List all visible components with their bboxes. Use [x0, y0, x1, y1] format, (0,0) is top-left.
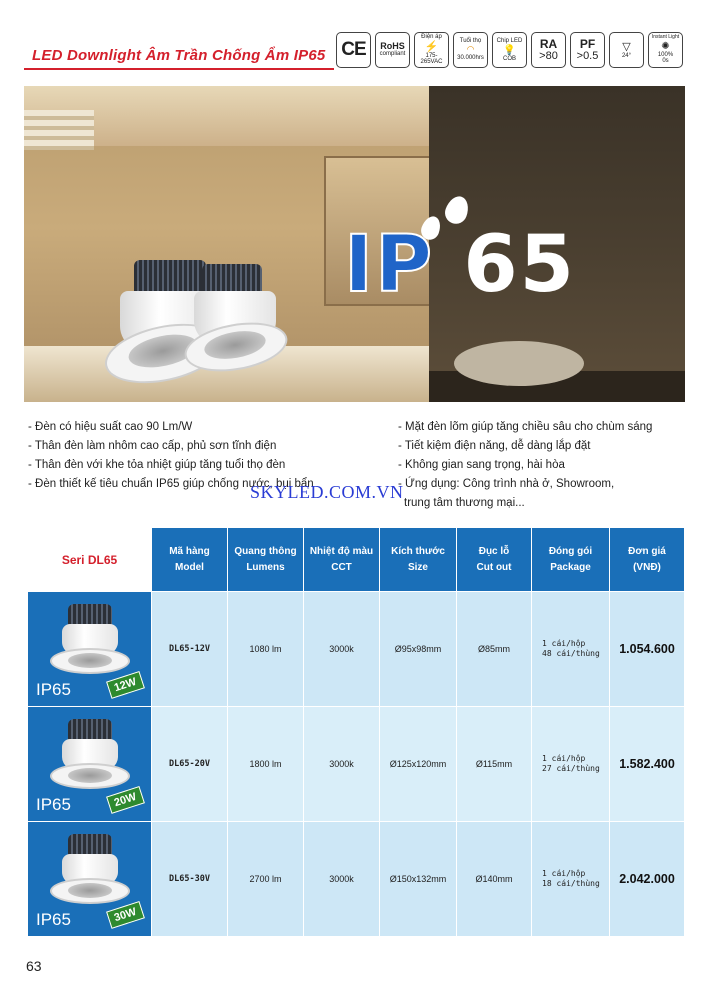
table-row: IP65 20W DL65-20V 1800 lm 3000k Ø125x120mm Ø115mm 1 cái/hộp 27 cái/thùng 1.582.400 [28, 706, 684, 821]
sink [454, 341, 584, 386]
page-title: LED Downlight Âm Trần Chống Ẩm IP65 [32, 47, 326, 64]
table-row: IP65 30W DL65-30V 2700 lm 3000k Ø150x132mm Ø140mm 1 cái/hộp 18 cái/thùng 2.042.000 [28, 821, 684, 936]
feature-item: - Ứng dụng: Công trình nhà ở, Showroom, [398, 478, 615, 490]
table-row: IP65 12W DL65-12V 1080 lm 3000k Ø95x98mm Ø85mm 1 cái/hộp 48 cái/thùng 1.054.600 [28, 591, 684, 706]
column-header: Đóng gói Package [531, 528, 609, 591]
feature-item: - Mặt đèn lõm giúp tăng chiều sâu cho chùm sáng [398, 421, 653, 433]
pf-icon: PF >0.5 [570, 32, 605, 68]
column-header: Quang thông Lumens [227, 528, 303, 591]
series-label: Seri DL65 [28, 528, 151, 591]
ra-icon: RA >80 [531, 32, 566, 68]
product-table [28, 528, 684, 936]
feature-item: - Tiết kiệm điện năng, dễ dàng lắp đặt [398, 440, 591, 452]
rohs-icon: RoHS compliant [375, 32, 410, 68]
feature-item: - Thân đèn với khe tỏa nhiệt giúp tăng tuổi thọ đèn [28, 459, 286, 471]
ip65-rating: IP 65 [344, 220, 576, 310]
lifetime-icon: Tuổi thọ ◠ 30.000hrs [453, 32, 488, 68]
feature-item: - Không gian sang trọng, hài hòa [398, 459, 565, 471]
column-header: Đơn giá (VNĐ) [609, 528, 684, 591]
wattage-badge: 20W [106, 786, 144, 814]
wattage-badge: 30W [106, 901, 144, 929]
table-header [28, 528, 684, 591]
voltage-icon: Điện áp ⚡ 175-265VAC [414, 32, 449, 68]
column-header: Kích thước Size [379, 528, 456, 591]
watermark: SKYLED.COM.VN [250, 482, 404, 502]
certification-icons [336, 32, 683, 68]
product-thumbnail: IP65 12W [28, 592, 151, 706]
feature-item: - Đèn thiết kế tiêu chuẩn IP65 giúp chống nước, bụi bẩn [28, 478, 314, 490]
column-header: Mã hàng Model [151, 528, 227, 591]
instant-light-icon: Instant Light ✺ 100% 0s [648, 32, 683, 68]
price: 2.042.000 [609, 822, 684, 936]
feature-list-right [398, 418, 698, 513]
price: 1.054.600 [609, 592, 684, 706]
chip-led-icon: Chip LED 💡 COB [492, 32, 527, 68]
price: 1.582.400 [609, 707, 684, 821]
ce-mark-icon: CE [336, 32, 371, 68]
hero-image [24, 86, 685, 402]
product-thumbnail: IP65 20W [28, 707, 151, 821]
product-thumbnail: IP65 30W [28, 822, 151, 936]
column-header: Đục lỗ Cut out [456, 528, 531, 591]
towel-shelf [24, 110, 94, 150]
wattage-badge: 12W [106, 671, 144, 699]
column-header: Nhiệt độ màu CCT [303, 528, 379, 591]
feature-item: trung tâm thương mại... [404, 497, 525, 509]
feature-item: - Thân đèn làm nhôm cao cấp, phủ sơn tĩnh điện [28, 440, 277, 452]
beam-angle-icon: ▽ 24° [609, 32, 644, 68]
title-underline [24, 68, 334, 70]
feature-item: - Đèn có hiệu suất cao 90 Lm/W [28, 421, 193, 433]
page-number: 63 [26, 958, 42, 974]
